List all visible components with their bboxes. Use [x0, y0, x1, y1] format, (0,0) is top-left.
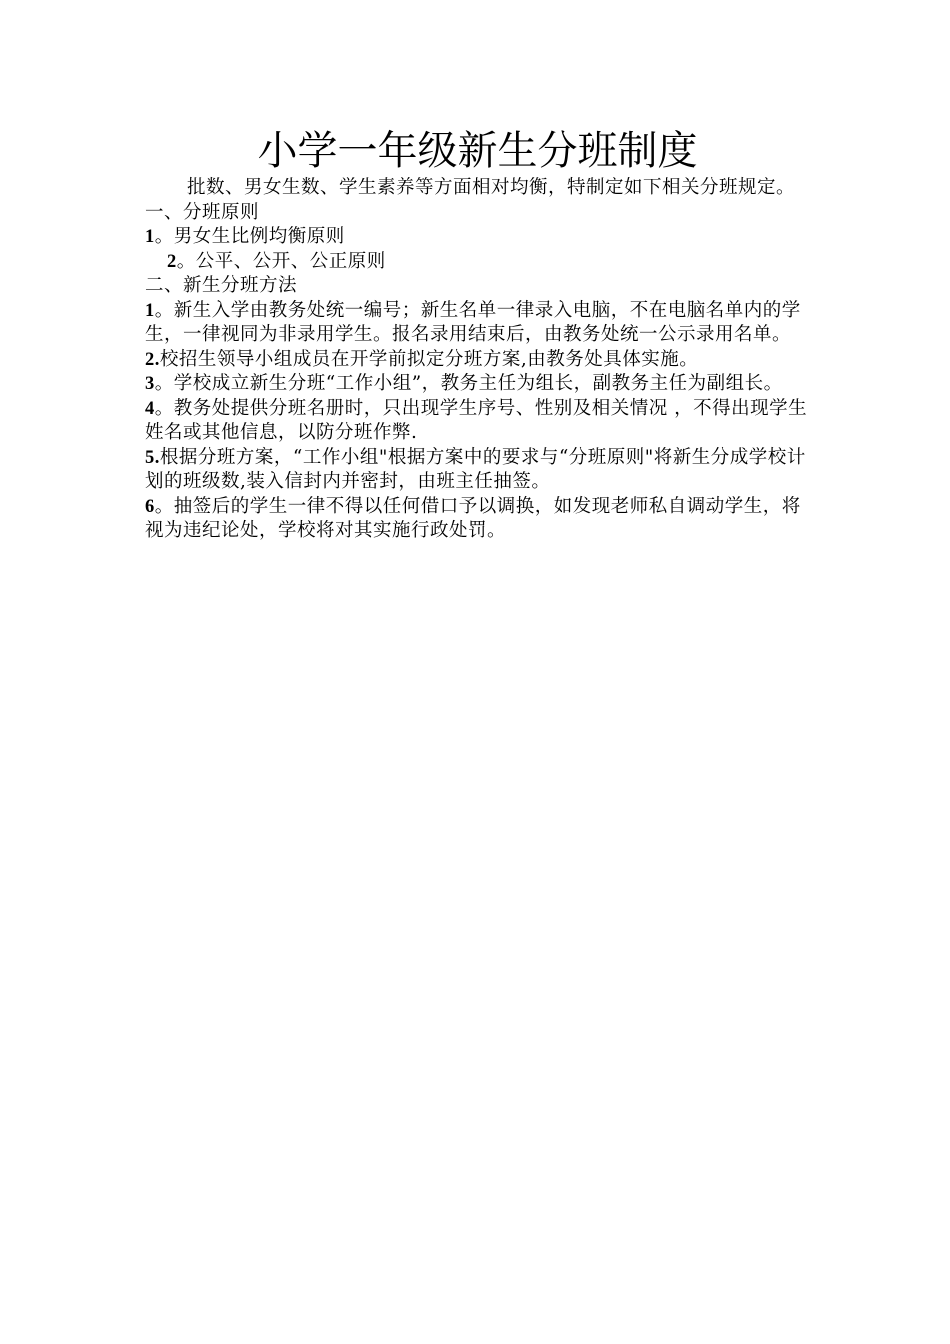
item-number: 4 [145, 398, 155, 419]
item-text: 。教务处提供分班名册时，只出现学生序号、性别及相关情况 ，不得出现学生姓名或其他信息，以防分班作弊. [145, 397, 808, 443]
intro-paragraph: 批数、男女生数、学生素养等方面相对均衡，特制定如下相关分班规定。 [187, 177, 796, 198]
item-text: 。抽签后的学生一律不得以任何借口予以调换，如发现老师私自调动学生，将视为违纪论处，学校将对其实施行政处罚。 [145, 495, 801, 541]
section-2-heading: 二、新生分班方法 [145, 275, 298, 296]
item-text: 。新生入学由教务处统一编号；新生名单一律录入电脑，不在电脑名单内的学生，一律视同为非录用学生。报名录用结束后，由教务处统一公示录用名单。 [145, 299, 801, 345]
item-number: 2 [167, 251, 177, 272]
section-2-item-1 [145, 299, 810, 348]
section-2-item-2 [145, 348, 810, 373]
section-1-item-1 [145, 225, 810, 250]
section-2-item-5 [145, 446, 810, 495]
item-number: 6 [145, 496, 155, 517]
item-text: 。学校成立新生分班“工作小组”，教务主任为组长，副教务主任为副组长。 [154, 373, 783, 394]
section-2-item-4 [145, 397, 810, 446]
document-title: 小学一年级新生分班制度 [257, 128, 698, 174]
item-number: 5. [145, 447, 160, 468]
document-body [145, 126, 810, 544]
item-number: 1 [145, 300, 155, 321]
item-text: 校招生领导小组成员在开学前拟定分班方案,由教务处具体实施。 [159, 348, 699, 370]
item-text: 。公平、公开、公正原则 [176, 250, 386, 272]
section-2-item-3 [145, 372, 810, 397]
item-text: 根据分班方案，“工作小组"根据方案中的要求与“分班原则"将新生分成学校计划的班级数,装入信封内并密封，由班主任抽签。 [145, 446, 806, 492]
section-2-item-6 [145, 495, 810, 544]
item-number: 1 [145, 227, 155, 247]
item-number: 3 [145, 374, 155, 394]
section-1-heading: 一、分班原则 [145, 201, 260, 223]
item-text: 。男女生比例均衡原则 [154, 226, 345, 247]
item-number: 2. [145, 349, 160, 370]
section-1-item-2 [145, 250, 810, 275]
